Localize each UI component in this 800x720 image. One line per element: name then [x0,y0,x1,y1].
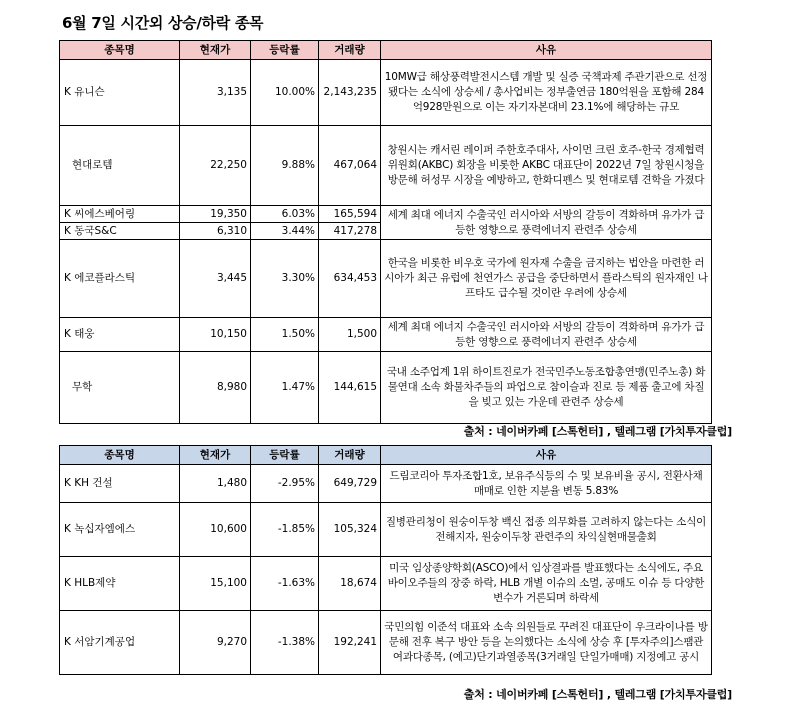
stock-change: 6.03% [251,206,319,223]
table-row [60,60,712,126]
stock-reason: 드림코리아 투자조합1호, 보유주식등의 수 및 보유비율 공시, 전환사채 매매로 인한 지분율 변동 5.83% [381,465,712,503]
stock-price: 10,150 [180,318,251,352]
header-volume: 거래량 [319,41,381,60]
table-row [60,503,712,557]
stock-name: 무학 [60,352,180,424]
fall-header-row [60,446,712,465]
table-row [60,318,712,352]
stock-reason: 미국 임상종양학회(ASCO)에서 임상결과를 발표했다는 소식에도, 주요 바이오주들의 장중 하락, HLB 개별 이슈의 소멸, 공매도 이슈 등 다양한 변수가 거론되며 하락세 [381,557,712,611]
stock-volume: 144,615 [319,352,381,424]
table-row [60,352,712,424]
stock-name: K 동국S&C [60,223,180,240]
stock-price: 22,250 [180,126,251,206]
stock-change: 3.44% [251,223,319,240]
stock-name: K 서암기계공업 [60,611,180,675]
stock-volume: 1,500 [319,318,381,352]
stock-price: 9,270 [180,611,251,675]
stock-reason: 한국을 비롯한 비우호 국가에 원자재 수출을 금지하는 법안을 마련한 러시아가 최근 유럽에 천연가스 공급을 중단하면서 플라스틱의 원자재인 나프타도 급수될 것이란 우려에 상승세 [381,240,712,318]
stock-price: 15,100 [180,557,251,611]
header-name: 종목명 [60,41,180,60]
stock-price: 8,980 [180,352,251,424]
stock-name: K 태웅 [60,318,180,352]
header-reason: 사유 [381,41,712,60]
table-row [60,611,712,675]
stock-volume: 467,064 [319,126,381,206]
stock-name: K 씨에스베어링 [60,206,180,223]
stock-volume: 2,143,235 [319,60,381,126]
stock-name: K HLB제약 [60,557,180,611]
stock-price: 6,310 [180,223,251,240]
stock-volume: 192,241 [319,611,381,675]
stock-name: K 녹십자엠에스 [60,503,180,557]
table-row [60,240,712,318]
stock-reason: 10MW급 해상풍력발전시스템 개발 및 실증 국책과제 주관기관으로 선정됐다는 소식에 상승세 / 총사업비는 정부출연금 180억원을 포함해 284억928만원으로 이는 자기자본대비 23.1%에 해당하는 규모 [381,60,712,126]
stock-reason: 국민의힘 이준석 대표와 소속 의원들로 꾸려진 대표단이 우크라이나를 방문해 전후 복구 방안 등을 논의했다는 소식에 상승 후 [투자주의]스팸관여과다종목, (예고)단기과열종목(3거래일 단일가매매) 지정예고 공시 [381,611,712,675]
stock-change: 9.88% [251,126,319,206]
stock-volume: 165,594 [319,206,381,223]
header-volume: 거래량 [319,446,381,465]
stock-change: -1.63% [251,557,319,611]
stock-volume: 18,674 [319,557,381,611]
stock-change: -2.95% [251,465,319,503]
stock-reason: 질병관리청이 원숭이두창 백신 접종 의무화를 고려하지 않는다는 소식이 전해지자, 원숭이두창 관련주의 차익실현매물출회 [381,503,712,557]
stock-volume: 649,729 [319,465,381,503]
stock-change: 1.47% [251,352,319,424]
rise-table [59,40,712,424]
stock-reason: 세계 최대 에너지 수출국인 러시아와 서방의 갈등이 격화하며 유가가 급등한 영향으로 풍력에너지 관련주 상승세 [381,206,712,240]
table-row [60,557,712,611]
fall-table [59,445,712,675]
header-name: 종목명 [60,446,180,465]
stock-volume: 417,278 [319,223,381,240]
stock-reason: 세계 최대 에너지 수출국인 러시아와 서방의 갈등이 격화하며 유가가 급등한 영향으로 풍력에너지 관련주 상승세 [381,318,712,352]
stock-change: -1.85% [251,503,319,557]
stock-change: 1.50% [251,318,319,352]
stock-change: 3.30% [251,240,319,318]
page-title: 6월 7일 시간외 상승/하락 종목 [62,14,264,32]
stock-volume: 105,324 [319,503,381,557]
table-row [60,465,712,503]
stock-price: 1,480 [180,465,251,503]
stock-reason: 국내 소주업계 1위 하이트진로가 전국민주노동조합총연맹(민주노총) 화물연대 소속 화물차주들의 파업으로 참이슬과 진로 등 제품 출고에 차질을 빚고 있는 가운데 관련주 상승세 [381,352,712,424]
stock-name: K 유니슨 [60,60,180,126]
header-price: 현재가 [180,41,251,60]
rise-header-row [60,41,712,60]
stock-volume: 634,453 [319,240,381,318]
stock-name: 현대로템 [60,126,180,206]
stock-name: K 에코플라스틱 [60,240,180,318]
table-row [60,126,712,206]
header-change: 등락률 [251,41,319,60]
stock-change: -1.38% [251,611,319,675]
stock-change: 10.00% [251,60,319,126]
stock-price: 3,445 [180,240,251,318]
source-note: 출처 : 네이버카페 [스톡헌터] , 텔레그램 [가치투자클럽] [463,425,732,438]
source-note-2: 출처 : 네이버카페 [스톡헌터] , 텔레그램 [가치투자클럽] [463,688,732,701]
stock-name: K KH 건설 [60,465,180,503]
header-change: 등락률 [251,446,319,465]
stock-price: 19,350 [180,206,251,223]
stock-reason: 창원시는 캐서린 레이퍼 주한호주대사, 사이먼 크린 호주-한국 경제협력위원회(AKBC) 회장을 비롯한 AKBC 대표단이 2022년 7일 창원시청을 방문해 허성무 시장을 예방하고, 한화디펜스 및 현대로템 견학을 가졌다 [381,126,712,206]
table-row [60,206,712,223]
header-reason: 사유 [381,446,712,465]
stock-price: 10,600 [180,503,251,557]
stock-price: 3,135 [180,60,251,126]
header-price: 현재가 [180,446,251,465]
